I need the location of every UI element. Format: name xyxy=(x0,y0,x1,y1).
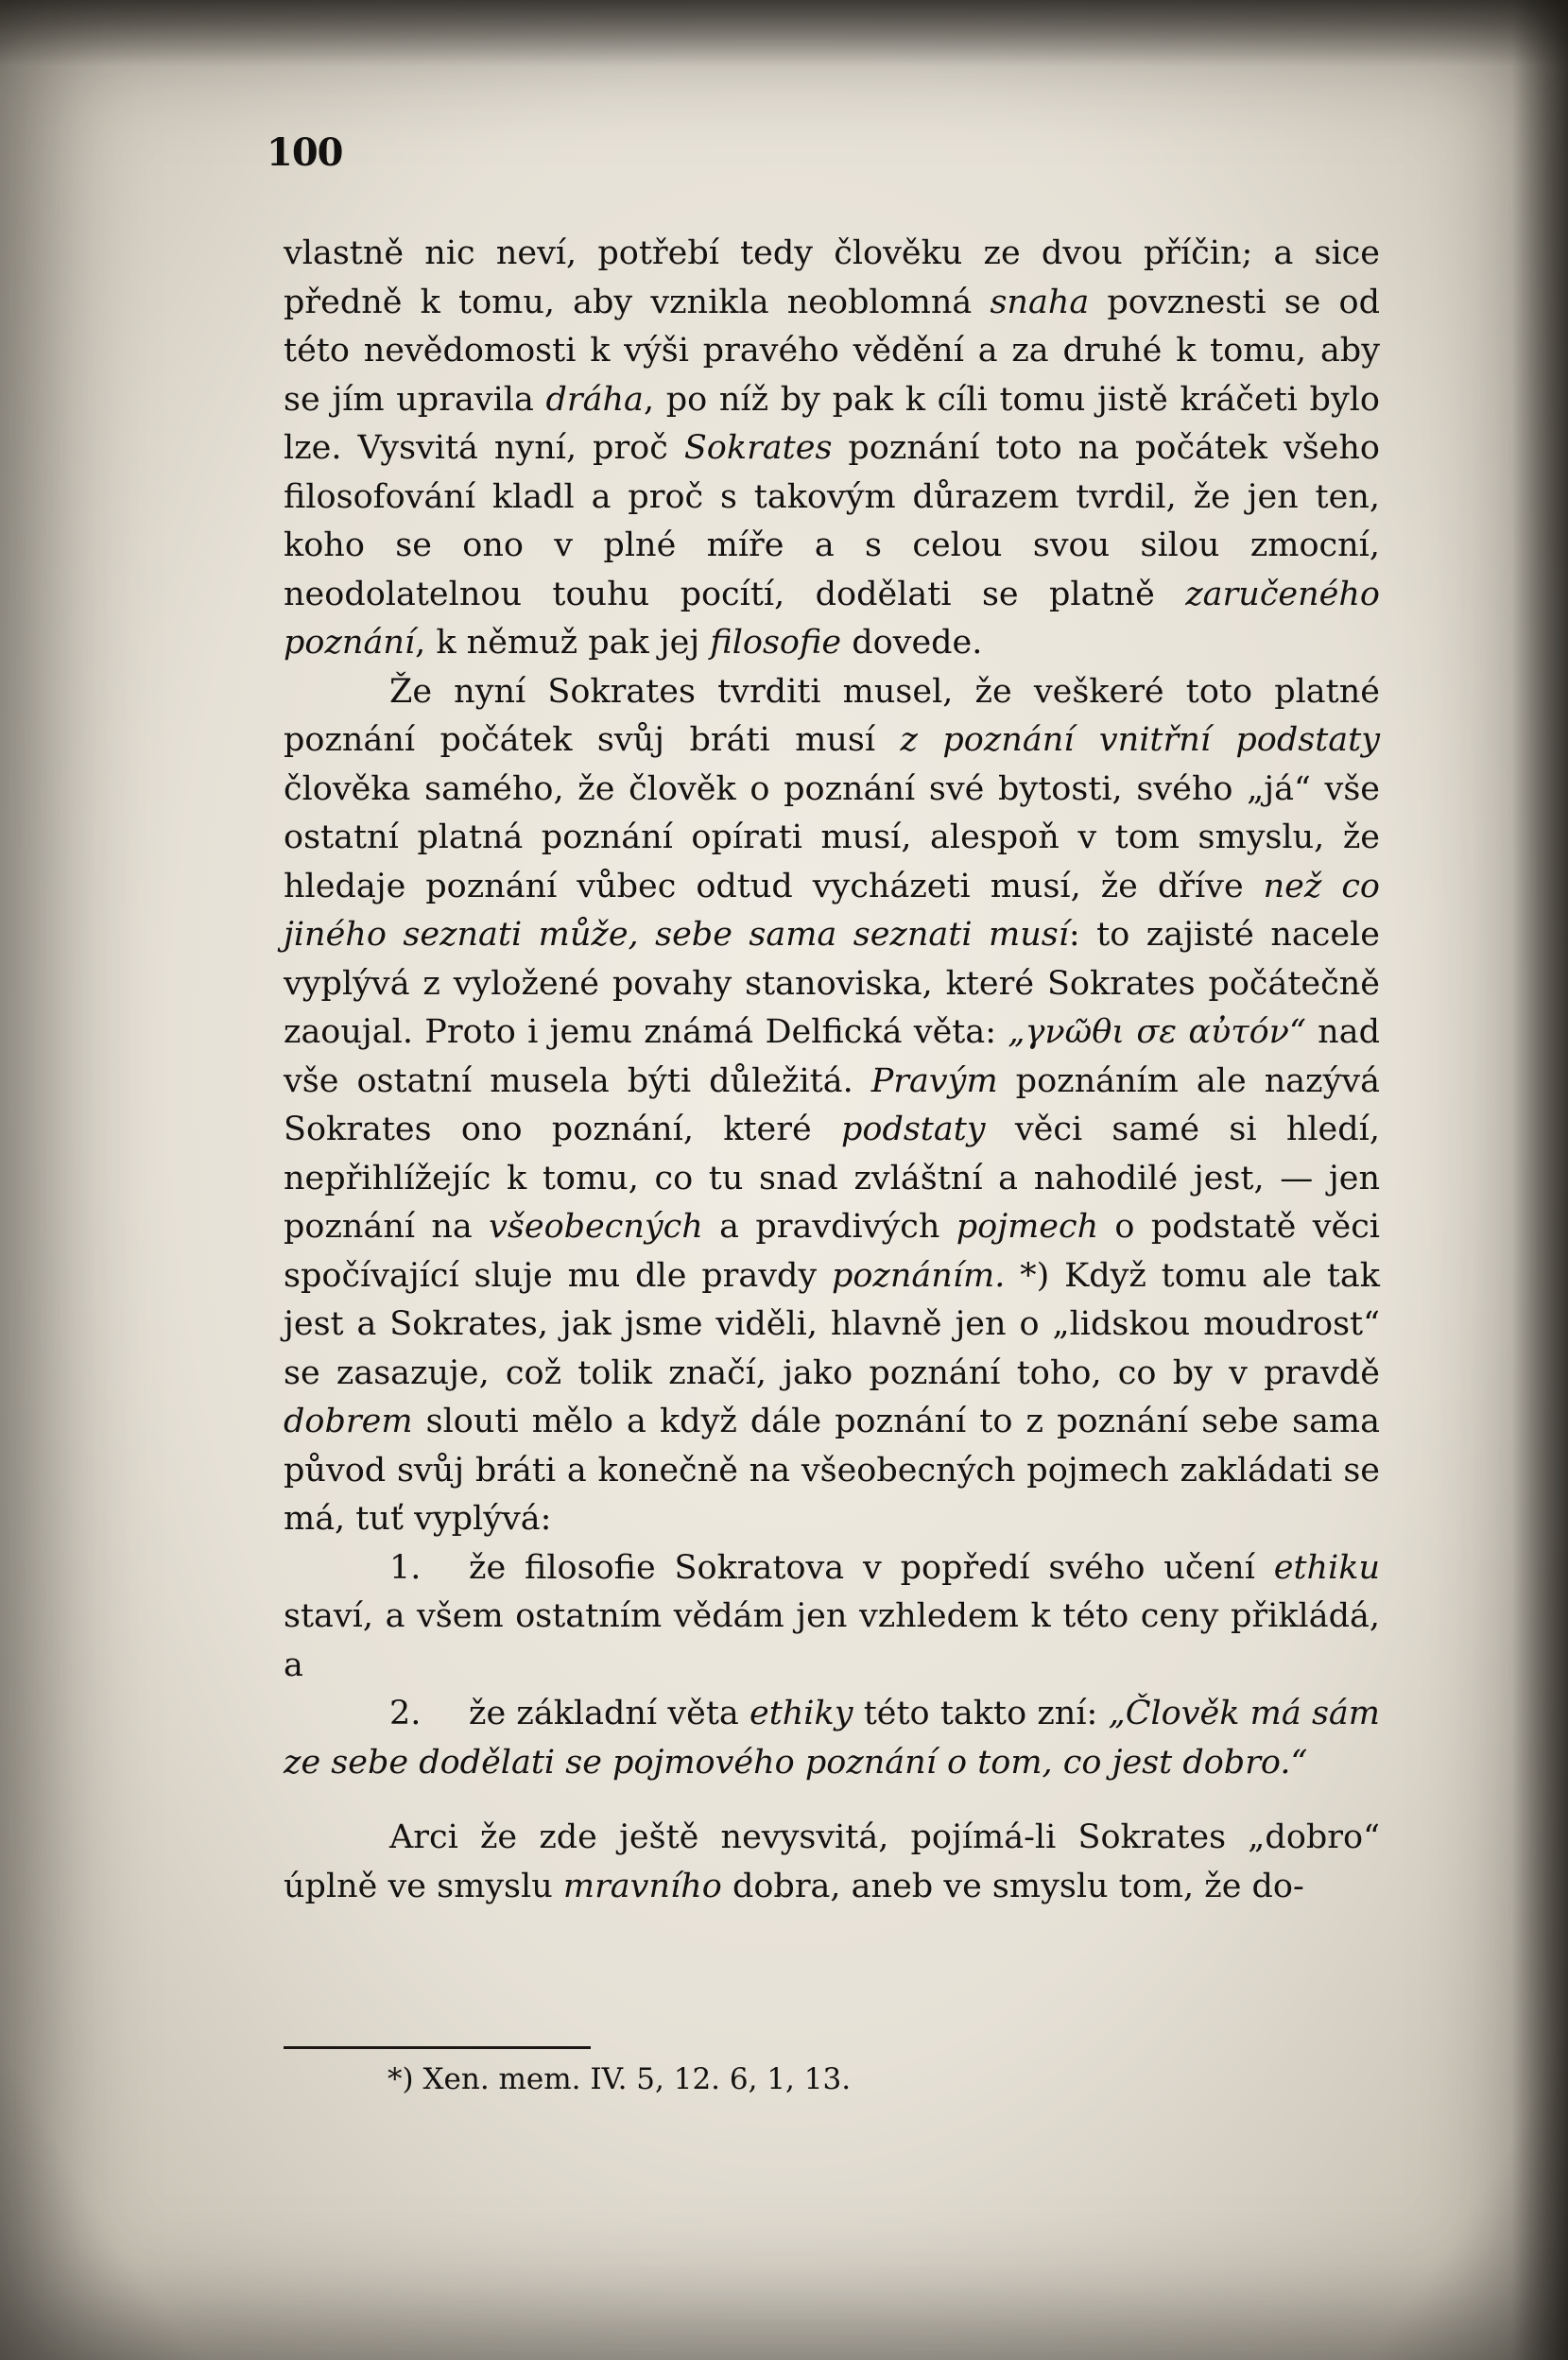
italic-span: dráha xyxy=(545,380,644,419)
text-span: dovede. xyxy=(841,624,983,662)
text-span: povznesti se od této nevědomosti k výši pravého vědění a za druhé k tomu, aby se jím upravila xyxy=(284,283,1380,419)
text-span: a pravdivých xyxy=(702,1208,956,1246)
text-span: člověka samého, že člověk o poznání své bytosti, svého „já“ vše ostatní platná poznání opírati musí, alespoň v tom smyslu, že hledaje poznání vůbec odtud vycházeti musí, že dříve xyxy=(284,769,1380,905)
list-item-2 xyxy=(284,1690,1380,1787)
list-number: 1. xyxy=(389,1548,422,1587)
text-span: staví, a všem ostatním vědám jen vzhledem k této ceny přikládá, a xyxy=(284,1597,1380,1684)
italic-span: Sokrates xyxy=(683,429,833,467)
italic-span: podstaty xyxy=(840,1111,986,1148)
paragraph-gap xyxy=(284,1787,1380,1814)
list-item-1 xyxy=(284,1544,1380,1691)
spine-shadow xyxy=(1512,0,1568,2360)
text-span: slouti mělo a když dále poznání to z poznání sebe sama původ svůj bráti a konečně na všeobecných pojmech zakládati se má, tuť vyplývá: xyxy=(284,1403,1380,1538)
text-span: dobra, aneb ve smyslu tom, že do- xyxy=(721,1867,1304,1905)
text-span: o podstatě věci spočívající sluje mu dle pravdy xyxy=(284,1208,1380,1295)
italic-span: než co jiného seznati může, sebe sama seznati musí xyxy=(284,867,1380,954)
text-span: poznáním ale nazývá Sokrates ono poznání, které xyxy=(284,1061,1380,1148)
italic-span: všeobecných xyxy=(489,1208,703,1246)
text-span: Že nyní Sokrates tvrditi musel, že veškeré toto platné poznání počátek svůj bráti musí xyxy=(284,672,1380,759)
text-span: že základní věta xyxy=(469,1695,750,1732)
italic-span: dobrem xyxy=(284,1403,413,1440)
footnote-rule xyxy=(284,2046,591,2049)
page-number: 100 xyxy=(267,130,343,175)
text-span: nad vše ostatní musela býti důležitá. xyxy=(284,1013,1380,1100)
italic-span: mravního xyxy=(562,1867,722,1905)
text-span: této takto zní: xyxy=(853,1695,1109,1732)
italic-span: ethiku xyxy=(1273,1548,1380,1587)
italic-span: zaručeného poznání xyxy=(284,575,1380,662)
italic-span: filosofie xyxy=(710,624,842,662)
italic-span: pojmech xyxy=(956,1208,1099,1246)
text-span: poznání toto na počátek všeho filosofování kladl a proč s takovým důrazem tvrdil, že jen ten, koho se ono v plné míře a s celou svou silou zmocní, neodolatelnou touhu pocítí, dodělati se platně xyxy=(284,429,1380,613)
italic-span: poznáním. xyxy=(831,1256,1006,1295)
text-span: že filosofie Sokratova v popředí svého učení xyxy=(469,1548,1274,1587)
italic-span: snaha xyxy=(990,283,1090,321)
text-span: , k němuž pak jej xyxy=(415,624,711,662)
paragraph-1 xyxy=(284,230,1380,668)
paragraph-3 xyxy=(284,1814,1380,1911)
text-span: věci samé si hledí, nepřihlížejíc k tomu, co tu snad zvláštní a nahodilé jest, — jen poznání na xyxy=(284,1111,1380,1246)
text-span: Arci že zde ještě nevysvitá, pojímá-li Sokrates „dobro“ úplně ve smyslu xyxy=(284,1818,1380,1905)
text-span: vlastně nic neví, potřebí tedy člověku ze dvou příčin; a sice předně k tomu, aby vznikla neoblomná xyxy=(284,234,1380,321)
footnote: *) Xen. mem. IV. 5, 12. 6, 1, 13. xyxy=(388,2062,852,2096)
italic-span: z poznání vnitřní podstaty xyxy=(900,721,1380,759)
text-span: *) Když tomu ale tak jest a Sokrates, jak jsme viděli, hlavně jen o „lidskou moudrost“ se zasazuje, což tolik značí, jako poznání toho, co by v pravdě xyxy=(284,1256,1380,1392)
list-number: 2. xyxy=(389,1695,422,1732)
text-span: , po níž by pak k cíli tomu jistě kráčeti bylo lze. Vysvitá nyní, proč xyxy=(284,380,1380,467)
italic-span: „Člověk má sám ze sebe dodělati se pojmového poznání o tom, co jest dobro.“ xyxy=(284,1695,1380,1782)
text-span: : to zajisté nacele vyplývá z vyložené povahy stanoviska, které Sokrates počátečně zaoujal. Proto i jemu známá Delfická věta: xyxy=(284,916,1380,1051)
body-text xyxy=(284,230,1380,1911)
paragraph-2 xyxy=(284,668,1380,1544)
italic-span: „γνῶθι σε αὐτόν“ xyxy=(1008,1013,1306,1051)
italic-span: Pravým xyxy=(870,1061,998,1100)
italic-span: ethiky xyxy=(749,1695,853,1732)
top-shadow-band xyxy=(0,0,1568,66)
